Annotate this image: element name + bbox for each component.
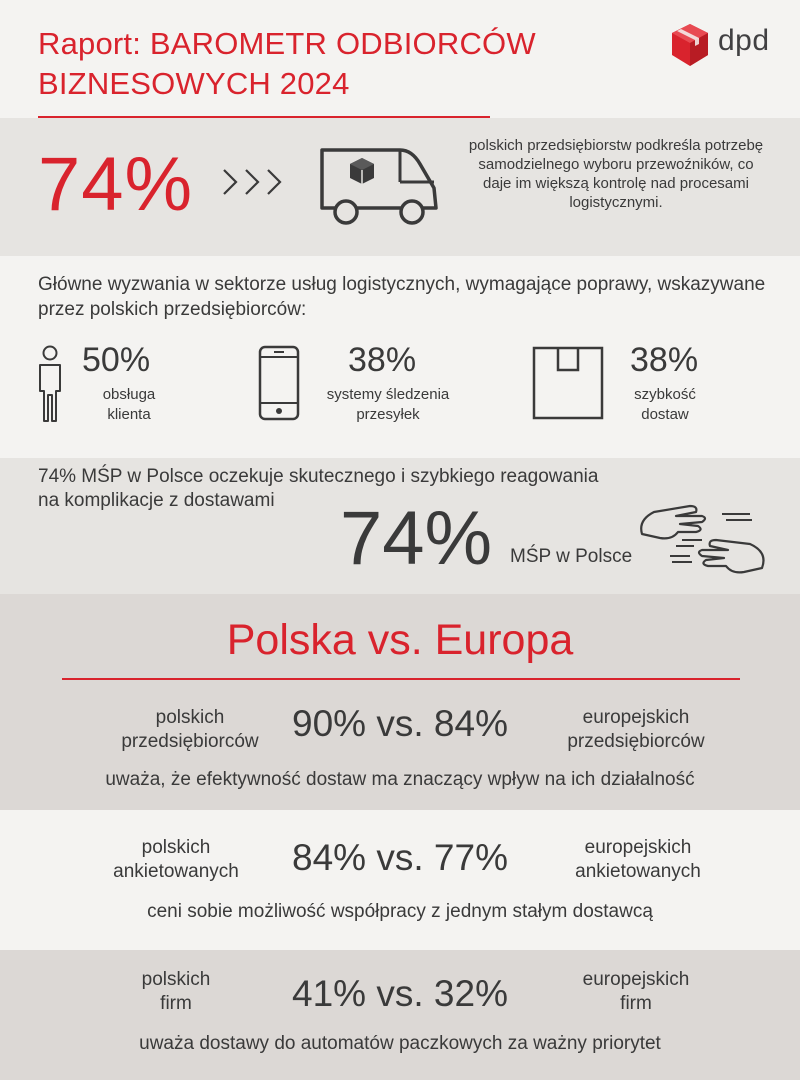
- report-title-line1: Raport: BAROMETR ODBIORCÓW: [38, 26, 536, 61]
- comparison-title: Polska vs. Europa: [226, 616, 574, 664]
- row3-comparison-value: 41% vs. 32%: [292, 973, 508, 1014]
- stat-customer-service-value: 50%: [82, 341, 151, 379]
- smartphone-icon: [258, 345, 300, 421]
- row3-left-label: polskich firm: [141, 969, 211, 1014]
- row1-comparison-value: 90% vs. 84%: [292, 703, 508, 744]
- report-title: [38, 24, 638, 104]
- stat-customer-service-label: obsługa klienta: [102, 386, 156, 423]
- stat-tracking-label: systemy śledzenia przesyłek: [326, 386, 450, 423]
- row2-left-label: polskich ankietowanych: [113, 837, 239, 882]
- package-icon: [532, 346, 604, 420]
- msp-description: 74% MŚP w Polsce oczekuje skutecznego i szybkiego reagowania na komplikacje z dostawami: [38, 466, 599, 511]
- dpd-logo-text: dpd: [718, 24, 770, 57]
- stat-delivery-speed-label: szybkość dostaw: [634, 386, 696, 423]
- row3-caption: uważa dostawy do automatów paczkowych za ważny priorytet: [139, 1033, 661, 1054]
- row1-caption: uważa, że efektywność dostaw ma znaczący wpływ na ich działalność: [105, 769, 695, 790]
- highlight-description: polskich przedsiębiorstw podkreśla potrzebę samodzielnego wyboru przewoźników, co daje im większą kontrolę nad procesami logistycznymi.: [468, 137, 764, 211]
- msp-value: 74%: [340, 496, 493, 581]
- challenges-heading: Główne wyzwania w sektorze usług logistycznych, wymagające poprawy, wskazywane przez polskich przedsiębiorców:: [38, 274, 766, 320]
- comparison-divider: [62, 678, 740, 680]
- row2-comparison-value: 84% vs. 77%: [292, 837, 508, 878]
- row1-left-label: polskich przedsiębiorców: [121, 707, 259, 752]
- handshake-icon: [632, 500, 772, 576]
- msp-label: MŚP w Polsce: [510, 546, 633, 567]
- report-title-line2: BIZNESOWYCH 2024: [38, 66, 350, 101]
- row1-right-label: europejskich przedsiębiorców: [567, 707, 705, 752]
- highlight-value: 74%: [38, 142, 194, 227]
- triple-chevron-icon: [220, 164, 290, 200]
- row3-right-label: europejskich firm: [582, 969, 690, 1014]
- stat-tracking-value: 38%: [348, 341, 417, 379]
- row2-right-label: europejskich ankietowanych: [575, 837, 701, 882]
- delivery-van-icon: [316, 142, 442, 228]
- person-icon: [36, 345, 64, 423]
- row2-caption: ceni sobie możliwość współpracy z jednym stałym dostawcą: [147, 901, 653, 922]
- stat-delivery-speed-value: 38%: [630, 341, 699, 379]
- dpd-cube-logo-icon: [670, 22, 710, 68]
